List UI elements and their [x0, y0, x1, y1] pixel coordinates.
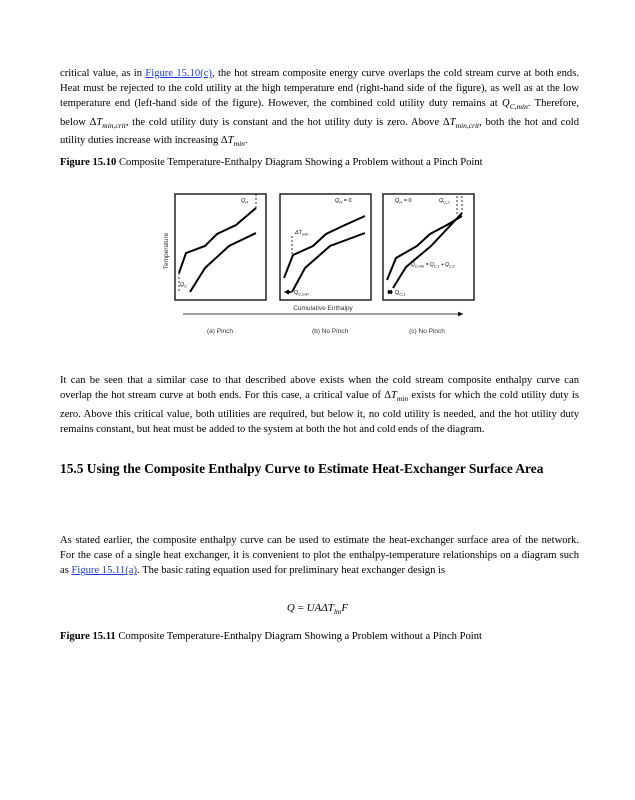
paragraph-intro	[60, 66, 579, 151]
para1-text-prefix: critical value, as in	[60, 68, 143, 79]
figure-15-10c-link[interactable]: Figure 15.10(c)	[145, 68, 212, 79]
rating-equation: $Q = UA\Delta T_{lm}F$	[286, 602, 349, 617]
tmin-crit-symbol: $T_{min,crit}$	[96, 116, 126, 130]
figure-label: Figure 15.10	[60, 157, 117, 168]
composite-curve-figure	[155, 188, 485, 340]
para1-text-3: , the cold utility duty is constant and the hot utility duty is zero. Above Δ	[125, 116, 450, 128]
para1-text-1: , the hot stream composite energy curve overlaps the cold stream curve at both ends. Heat must be rejected to the cold utility at the high temperature end (right-hand side of the figure), as well as at the low temperature end (left-hand side of the figure). However, the combined cold utility duty remains at	[60, 68, 579, 110]
y-axis-label: Temperature	[163, 232, 170, 270]
panel-b-qh-zero-label: $Q_H = 0$	[335, 198, 352, 205]
section-heading: 15.5 Using the Composite Enthalpy Curve to Estimate Heat-Exchanger Surface Area	[60, 461, 544, 476]
para1-text-5: .	[244, 135, 248, 147]
para1-text-4: , both the hot and cold utility duties increase with increasing Δ	[60, 116, 580, 147]
panel-c-equation-label: $Q_{C,min} = Q_{C,1} + Q_{C,2}$	[411, 262, 455, 269]
figure-caption-text: Composite Temperature-Enthalpy Diagram Showing a Problem without a Pinch Point	[116, 157, 483, 168]
panel-c-cold-curve	[393, 213, 462, 288]
panel-b-sublabel: (b) No Pinch	[311, 328, 349, 335]
panel-c-sublabel: (c) No Pinch	[409, 328, 445, 335]
panel-a-hot-curve	[179, 208, 256, 273]
para2-text-1: It can be seen that a similar case to that described above exists when the cold stream composite enthalpy curve can overlap the hot stream curve at both ends. For this case, a critical value of Δ	[60, 375, 579, 402]
panel-b-qc-label: $Q_{C,min}$	[294, 290, 309, 297]
figure-15-11-caption	[60, 630, 600, 644]
tmin-crit-symbol-2: $T_{min,crit}$	[449, 116, 480, 130]
para3-text-1: As stated earlier, the composite enthalpy curve can be used to estimate the heat-exchanger surface area of the network. For the case of a single heat exchanger, it is convenient to plot the enthalpy-temperature relationships on a diagram such as	[60, 535, 579, 577]
tmin-symbol: $T_{min}$	[227, 135, 245, 149]
figure-caption-text-2: Composite Temperature-Enthalpy Diagram Showing a Problem without a Pinch Point	[115, 631, 482, 642]
para3-text-2: . The basic rating equation used for preliminary heat exchanger design is	[137, 565, 446, 577]
para1-text-2: . Therefore, below Δ	[60, 98, 580, 128]
figure-label-2: Figure 15.11	[60, 631, 116, 642]
x-axis-label: Cumulative Enthalpy	[293, 305, 353, 312]
panel-c-qc2-label: $Q_{C,2}$	[439, 198, 450, 205]
figure-15-11a-link[interactable]: Figure 15.11(a)	[71, 565, 137, 577]
paragraph-surface-area	[60, 533, 579, 579]
panel-b-hot-curve	[284, 216, 365, 278]
figure-15-10-caption	[60, 156, 600, 170]
para2-text-2: exists for which the cold utility duty is zero. Above this critical value, both utilities are required, but below it, no cold utility is needed, and the hot utility duty remains constant, but heat must be added to the system at both the hot and cold ends of the diagram.	[60, 390, 579, 435]
panel-a-cold-curve	[190, 233, 256, 292]
panel-c-qh-zero-label: $Q_H = 0$	[395, 198, 412, 205]
panel-a-qc-label: $Q_C$	[180, 282, 188, 289]
panel-a-sublabel: (a) Pinch	[206, 328, 234, 335]
panel-c-qc1-label: $Q_{C,1}$	[395, 290, 406, 297]
paragraph-cold-stream	[60, 373, 579, 437]
panel-b-cold-curve	[292, 233, 365, 292]
panel-a-qh-label: $Q_H$	[241, 198, 249, 205]
tmin-symbol-p2: $T_{min}$	[391, 390, 409, 404]
qc-min-symbol: $Q_{C,min}$	[502, 98, 528, 112]
panel-b-dt-label: $\Delta T_{min}$	[295, 230, 309, 237]
panel-b-frame	[280, 194, 371, 300]
